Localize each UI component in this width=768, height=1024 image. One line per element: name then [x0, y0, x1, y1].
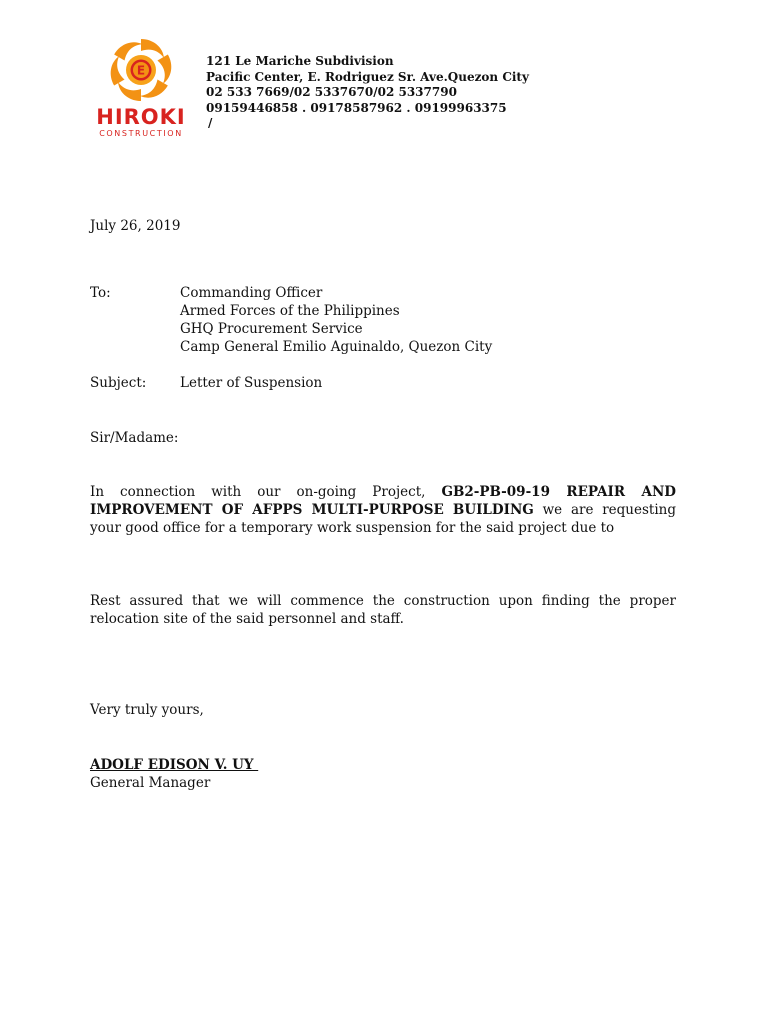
recipient-block	[180, 284, 492, 356]
closing: Very truly yours,	[90, 702, 204, 718]
company-logo	[88, 36, 196, 144]
para1-rest: we are requesting your good office for a temporary work suspension for the said project due to	[90, 502, 676, 536]
letterhead-address	[206, 54, 529, 132]
address-line: Pacific Center, E. Rodriguez Sr. Ave.Quezon City	[206, 69, 529, 84]
company-name: HIROKI	[96, 105, 186, 129]
body-paragraph-2: Rest assured that we will commence the construction upon finding the proper relocation site of the said personnel and staff.	[90, 593, 676, 627]
sun-swirl-icon	[88, 36, 194, 108]
address-slash: /	[208, 116, 213, 130]
phone-line: 02 533 7669/02 5337670/02 5337790	[206, 85, 457, 99]
signer-title: General Manager	[90, 775, 211, 791]
recipient-line: GHQ Procurement Service	[180, 321, 363, 337]
company-subtitle: CONSTRUCTION	[99, 129, 183, 138]
subject-label: Subject:	[90, 375, 147, 391]
recipient-line: Armed Forces of the Philippines	[180, 303, 400, 319]
subject-text: Letter of Suspension	[180, 375, 323, 391]
body-paragraph-1	[90, 483, 676, 537]
letter-date: July 26, 2019	[90, 218, 181, 234]
signer-name: ADOLF EDISON V. UY	[90, 757, 259, 773]
mobile-line: 09159446858 . 09178587962 . 09199963375	[206, 100, 507, 115]
recipient-line: Camp General Emilio Aguinaldo, Quezon City	[180, 339, 493, 355]
to-label: To:	[90, 285, 111, 301]
project-title: GB2-PB-09-19 REPAIR AND IMPROVEMENT OF AFPPS MULTI-PURPOSE BUILDING	[90, 484, 676, 518]
recipient-line: Commanding Officer	[180, 285, 323, 301]
logo-letter: E	[136, 63, 146, 78]
para1-intro: In connection with our on-going Project,	[90, 484, 442, 500]
address-line: 121 Le Mariche Subdivision	[206, 54, 394, 68]
salutation: Sir/Madame:	[90, 430, 179, 446]
